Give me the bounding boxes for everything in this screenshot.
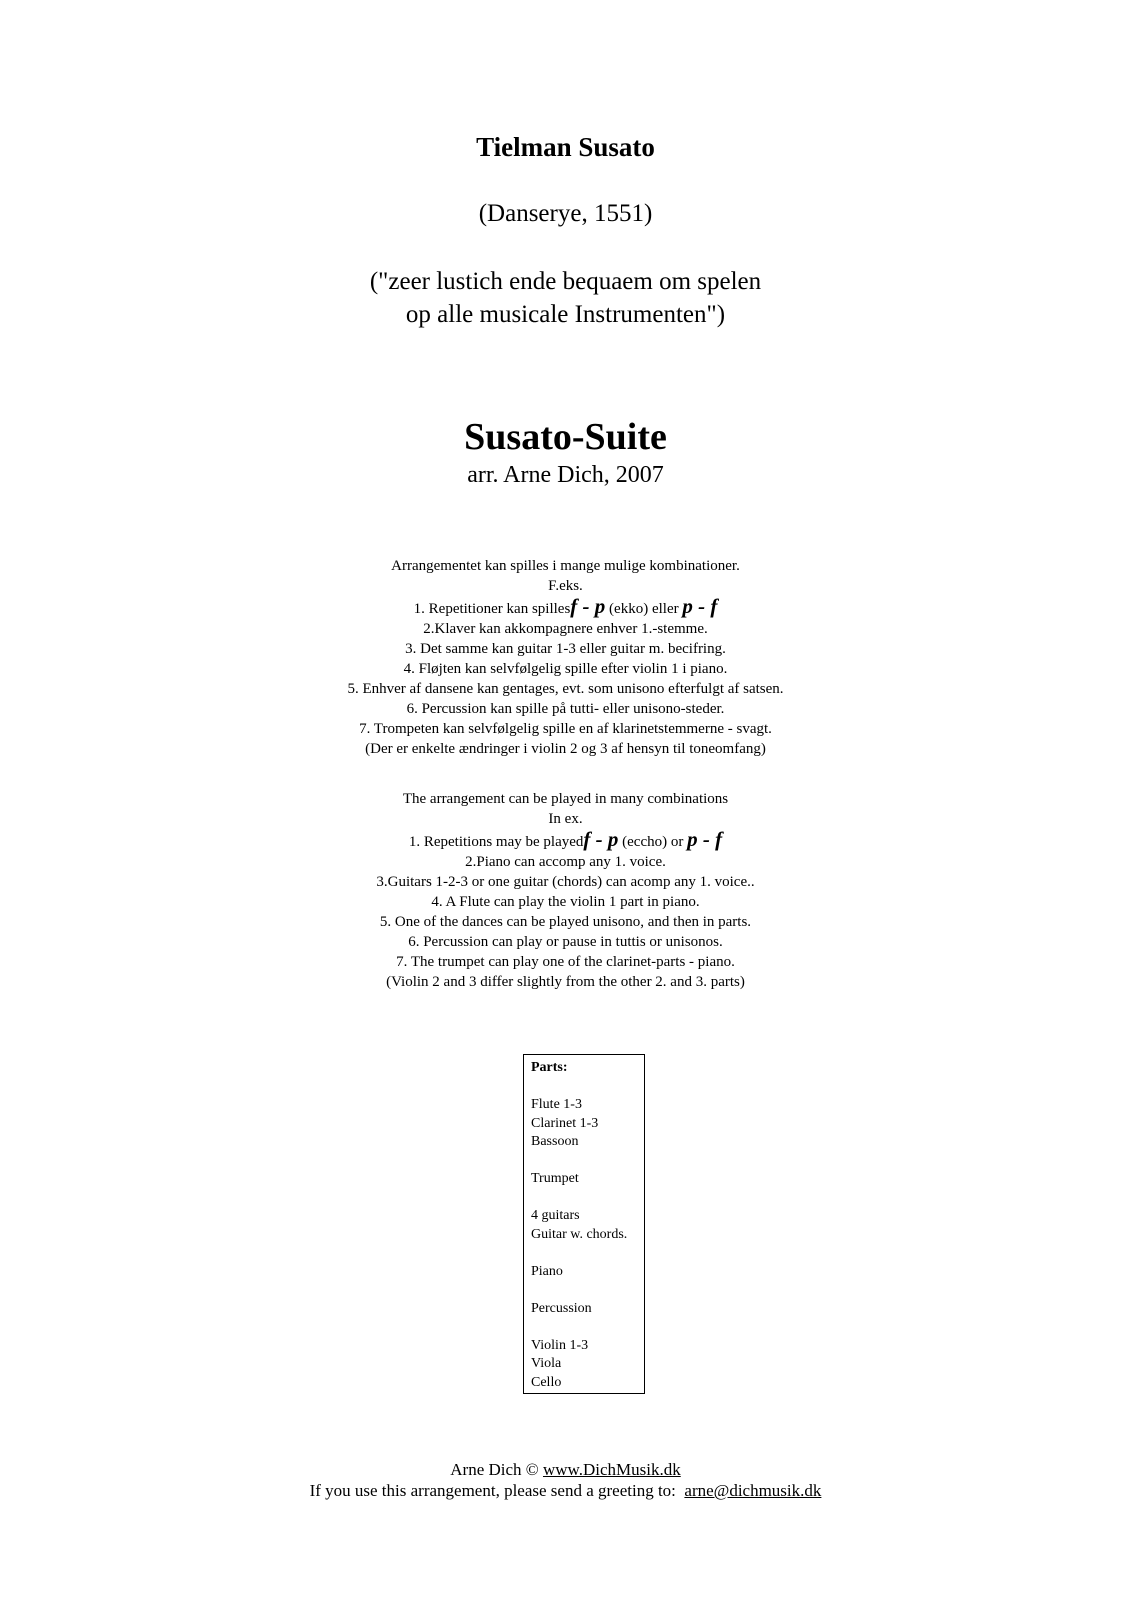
footer-line bbox=[0, 1480, 1131, 1501]
part-item bbox=[531, 1318, 637, 1337]
instruction-line: 4. A Flute can play the violin 1 part in piano. bbox=[431, 894, 700, 910]
instruction-line: 3.Guitars 1-2-3 or one guitar (chords) can acomp any 1. voice.. bbox=[376, 874, 755, 890]
page-title: Susato-Suite bbox=[464, 416, 667, 458]
source-line: (Danserye, 1551) bbox=[478, 200, 653, 227]
part-item: Viola bbox=[531, 1356, 562, 1371]
instruction-line: The arrangement can be played in many combinations bbox=[402, 791, 729, 807]
part-item bbox=[531, 1281, 637, 1300]
part-item bbox=[531, 1244, 637, 1263]
quote-block bbox=[0, 265, 1131, 331]
danish-instructions bbox=[0, 556, 1131, 759]
part-item: Violin 1-3 bbox=[531, 1337, 589, 1353]
dynamics-marking: p - f bbox=[687, 827, 723, 851]
footer-line bbox=[0, 1459, 1131, 1480]
email-link[interactable]: arne@dichmusik.dk bbox=[684, 1481, 822, 1500]
website-link[interactable]: www.DichMusik.dk bbox=[542, 1460, 681, 1479]
instruction-line: 2.Piano can accomp any 1. voice. bbox=[465, 854, 666, 870]
dynamics-marking: p - f bbox=[682, 594, 718, 618]
footer bbox=[0, 1459, 1131, 1501]
english-instructions bbox=[0, 789, 1131, 992]
dynamics-marking: f - p bbox=[583, 827, 619, 851]
instruction-line: Arrangementet kan spilles i mange mulige kombinationer. bbox=[391, 558, 740, 574]
instruction-line: 3. Det samme kan guitar 1-3 eller guitar m. becifring. bbox=[405, 641, 726, 657]
part-item bbox=[531, 1152, 637, 1171]
instruction-text: (ekko) eller bbox=[609, 601, 679, 617]
instruction-line: 4. Fløjten kan selvfølgelig spille efter violin 1 i piano. bbox=[403, 661, 728, 677]
instruction-line: (Der er enkelte ændringer i violin 2 og 3 af hensyn til toneomfang) bbox=[365, 741, 766, 757]
part-item: 4 guitars bbox=[531, 1208, 580, 1223]
part-item bbox=[531, 1078, 637, 1097]
instruction-line: (Violin 2 and 3 differ slightly from the other 2. and 3. parts) bbox=[386, 974, 745, 990]
instruction-line: 5. Enhver af dansene kan gentages, evt. som unisono efterfulgt af satsen. bbox=[347, 681, 784, 697]
instruction-line: In ex. bbox=[548, 811, 583, 827]
instruction-line: F.eks. bbox=[548, 578, 583, 594]
parts-list-box bbox=[523, 1054, 645, 1394]
copyright-text: Arne Dich © bbox=[450, 1460, 539, 1479]
instruction-line: 6. Percussion kan spille på tutti- eller unisono-steder. bbox=[406, 701, 725, 717]
instruction-line: 2.Klaver kan akkompagnere enhver 1.-stemme. bbox=[423, 621, 708, 637]
instruction-line: 5. One of the dances can be played unisono, and then in parts. bbox=[379, 914, 752, 930]
part-item: Clarinet 1-3 bbox=[531, 1115, 599, 1131]
dynamics-marking: f - p bbox=[570, 594, 606, 618]
quote-line: op alle musicale Instrumenten") bbox=[405, 301, 726, 328]
parts-list-title: Parts: bbox=[531, 1060, 568, 1075]
instruction-line: 6. Percussion can play or pause in tuttis or unisonos. bbox=[408, 934, 723, 950]
instruction-text: 1. Repetitions may be played bbox=[408, 834, 584, 850]
part-item bbox=[531, 1189, 637, 1208]
part-item: Percussion bbox=[531, 1300, 592, 1316]
arranger-line: arr. Arne Dich, 2007 bbox=[467, 462, 664, 488]
instruction-line bbox=[0, 596, 1131, 619]
instruction-line: 7. Trompeten kan selvfølgelig spille en af klarinetstemmerne - svagt. bbox=[359, 721, 772, 737]
part-item: Trumpet bbox=[531, 1171, 579, 1186]
part-item: Cello bbox=[531, 1374, 562, 1390]
part-item: Flute 1-3 bbox=[531, 1097, 582, 1112]
instruction-text: 1. Repetitioner kan spilles bbox=[413, 601, 571, 617]
greeting-text: If you use this arrangement, please send a greeting to: bbox=[309, 1481, 676, 1500]
part-item: Piano bbox=[531, 1263, 563, 1279]
instruction-text: (eccho) or bbox=[622, 834, 684, 850]
instruction-line bbox=[0, 829, 1131, 852]
part-item: Guitar w. chords. bbox=[531, 1226, 628, 1242]
part-item: Bassoon bbox=[531, 1134, 579, 1149]
composer-name: Tielman Susato bbox=[476, 132, 655, 162]
instruction-line: 7. The trumpet can play one of the clarinet-parts - piano. bbox=[396, 954, 735, 970]
quote-line: ("zeer lustich ende bequaem om spelen bbox=[369, 268, 762, 295]
